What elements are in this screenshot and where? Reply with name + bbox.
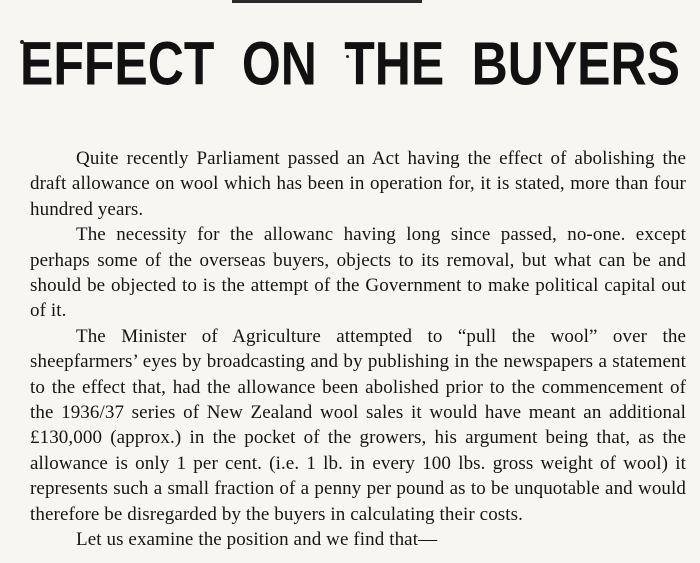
headline-word-effect: EFFECT <box>20 29 215 98</box>
headline-word-on: ON <box>241 29 317 98</box>
paragraph-2: The necessity for the allowanc having long since passed, no-one. except perhaps some of the overseas buyers, objects to its removal, but what can be and should be objected to is the attempt of the Government to make political capital out of it. <box>30 224 686 322</box>
paragraph-4: Let us examine the position and we find that— <box>76 529 438 551</box>
paragraph-3: The Minister of Agriculture attempted to “pull the wool” over the sheepfarmers’ eyes by broadcasting and by publishing in the newspapers a statement to the effect that, had the allowance been abolished prior to the commencement of the 1936/37 series of New Zealand wool sales it would have meant an additional £130,000 (approx.) in the pocket of the growers, his argument being that, as the allowance is only 1 per cent. (i.e. 1 lb. in every 100 lbs. gross weight of wool) it represents such a small fraction of a penny per pound as to be unquotable and would therefore be disregarded by the buyers in calculating their costs. <box>30 325 686 525</box>
headline <box>20 26 680 102</box>
headline-word-the: THE <box>344 29 445 98</box>
paragraph-1: Quite recently Parliament passed an Act having the effect of abolishing the draft allowance on wool which has been in operation for, it is stated, more than four hundred years. <box>30 148 686 220</box>
article-body <box>30 146 686 553</box>
headline-word-buyers: BUYERS <box>471 29 680 98</box>
top-rule <box>232 0 422 3</box>
